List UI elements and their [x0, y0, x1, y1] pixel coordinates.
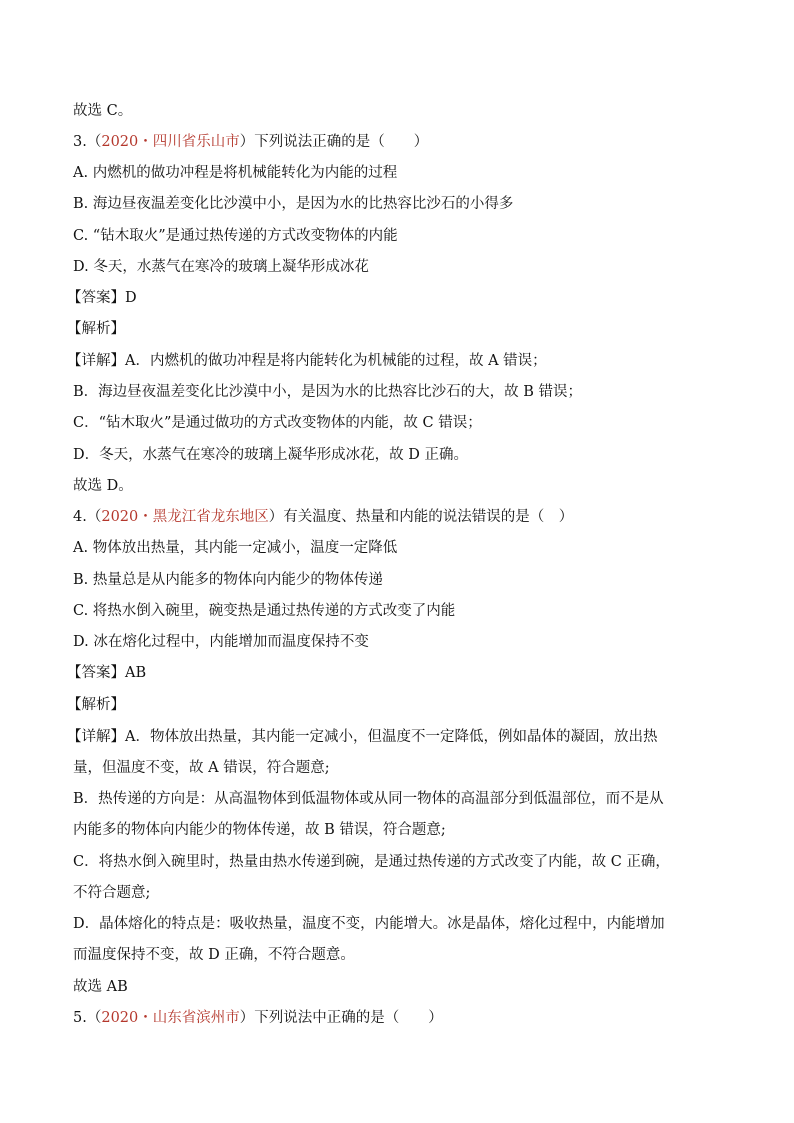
option-c: C. 将热水倒入碗里，碗变热是通过热传递的方式改变了内能 [73, 603, 456, 619]
option-a: A. 内燃机的做功冲程是将机械能转化为内能的过程 [73, 165, 398, 181]
question-number: 4.（ [73, 509, 102, 525]
question-stem: ）下列说法中正确的是（ ） [239, 1010, 443, 1026]
explanation-line: B．海边昼夜温差变化比沙漠中小，是因为水的比热容比沙石的大，故 B 错误； [73, 384, 583, 400]
question-number: 3.（ [73, 134, 102, 150]
question-number: 5.（ [73, 1010, 102, 1026]
explanation-line: 量，但温度不变，故 A 错误，符合题意; [73, 760, 330, 776]
explanation-line: 【详解】A．物体放出热量，其内能一定减小，但温度不一定降低，例如晶体的凝固，放出热 [67, 729, 658, 745]
option-b: B. 海边昼夜温差变化比沙漠中小，是因为水的比热容比沙石的小得多 [73, 196, 514, 212]
text-line: 故选 D。 [73, 478, 133, 494]
answer-line: 【答案】AB [67, 665, 147, 681]
explanation-line: D．晶体熔化的特点是：吸收热量，温度不变，内能增大。冰是晶体，熔化过程中，内能增加 [73, 916, 665, 932]
explanation-line: 内能多的物体向内能少的物体传递，故 B 错误，符合题意; [73, 822, 446, 838]
option-a: A. 物体放出热量，其内能一定减小，温度一定降低 [73, 540, 398, 556]
analysis-heading: 【解析】 [67, 697, 125, 713]
explanation-line: D．冬天，水蒸气在寒冷的玻璃上凝华形成冰花，故 D 正确。 [73, 447, 468, 463]
option-d: D. 冰在熔化过程中，内能增加而温度保持不变 [73, 634, 369, 650]
option-d: D. 冬天，水蒸气在寒冷的玻璃上凝华形成冰花 [73, 259, 369, 275]
explanation-line: B．热传递的方向是：从高温物体到低温物体或从同一物体的高温部分到低温部位，而不是从 [73, 791, 664, 807]
question-source: 2020・四川省乐山市 [101, 134, 240, 150]
question-source: 2020・黑龙江省龙东地区 [101, 509, 269, 525]
explanation-line: C．将热水倒入碗里时，热量由热水传递到碗，是通过热传递的方式改变了内能，故 C 正确， [73, 854, 670, 870]
analysis-heading: 【解析】 [67, 321, 125, 337]
option-b: B. 热量总是从内能多的物体向内能少的物体传递 [73, 572, 383, 588]
question-source: 2020・山东省滨州市 [101, 1010, 240, 1026]
option-c: C. “钻木取火”是通过热传递的方式改变物体的内能 [73, 228, 398, 244]
text-line: 故选 C。 [73, 103, 133, 119]
explanation-line: 而温度保持不变，故 D 正确，不符合题意。 [73, 947, 355, 963]
question-3-heading [73, 132, 733, 152]
question-stem: ）有关温度、热量和内能的说法错误的是（ ） [268, 509, 574, 525]
explanation-line: C．“钻木取火”是通过做功的方式改变物体的内能，故 C 错误； [73, 415, 482, 431]
explanation-line: 【详解】A．内燃机的做功冲程是将内能转化为机械能的过程，故 A 错误； [67, 353, 547, 369]
text-line: 故选 AB [73, 979, 128, 995]
question-stem: ）下列说法正确的是（ ） [239, 134, 429, 150]
question-5-heading [73, 1008, 733, 1028]
answer-line: 【答案】D [67, 290, 137, 306]
question-4-heading [73, 507, 733, 527]
explanation-line: 不符合题意; [73, 885, 151, 901]
